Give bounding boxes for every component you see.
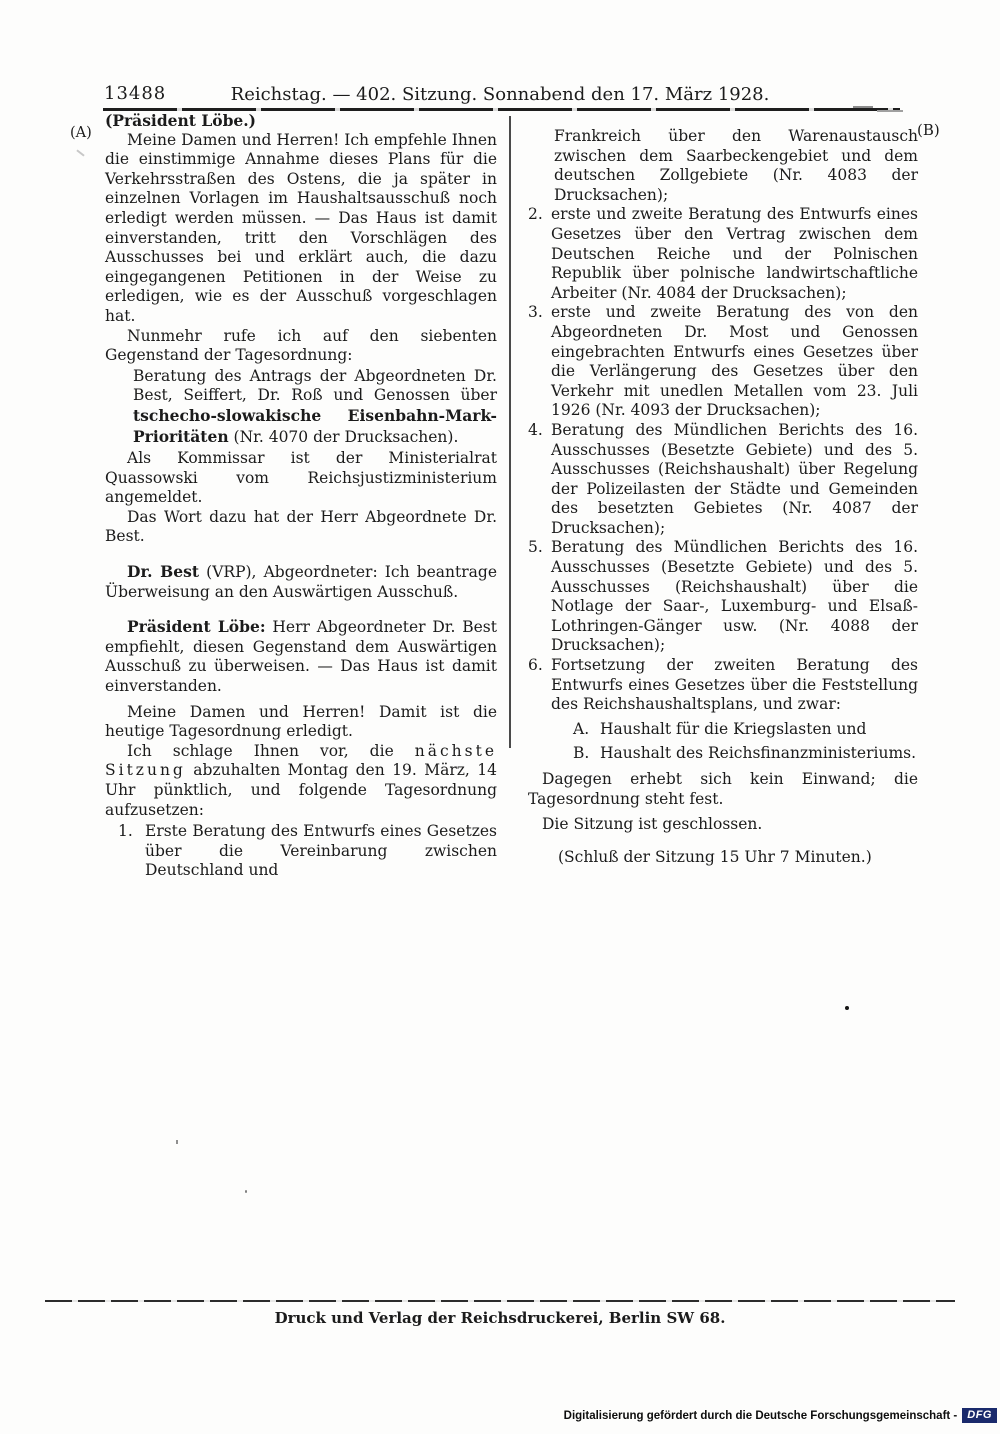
agenda-subitem [528, 720, 918, 740]
ink-speck [845, 1006, 849, 1010]
paragraph [105, 742, 497, 820]
imprint-line: Druck und Verlag der Reichsdruckerei, Berlin SW 68. [274, 1309, 726, 1327]
agenda-subitem [528, 744, 918, 764]
motion-pre: Beratung des Antrags der Abgeordneten Dr. Best, Seiffert, Dr. Roß und Genossen über [133, 366, 497, 405]
speech-paragraph [105, 562, 497, 602]
item-number: 3. [528, 303, 543, 322]
agenda-item [528, 303, 918, 421]
page-number: 13488 [104, 83, 167, 104]
session-close-note: (Schluß der Sitzung 15 Uhr 7 Minuten.) [558, 847, 872, 866]
item-number: 5. [528, 538, 543, 557]
speech-paragraph [105, 617, 497, 696]
paragraph: Das Wort dazu hat der Herr Abgeordnete Dr. Best. [105, 507, 497, 546]
item-text: erste und zweite Beratung des Entwurfs eines Gesetzes über den Vertrag zwischen dem Deutschen Reiche und der Polnischen Republik über polnische landwirtschaftliche Arbeiter (Nr. 4084 der Drucksachen); [551, 205, 918, 302]
motion-text [133, 367, 497, 447]
agenda-item [528, 421, 918, 539]
agenda-item [528, 538, 918, 656]
subitem-text: Haushalt des Reichsfinanzministeriums. [600, 744, 917, 763]
agenda-item [105, 822, 497, 881]
item-number: 4. [528, 420, 543, 439]
column-divider [509, 116, 511, 748]
column-marker-b: (B) [917, 121, 940, 139]
agenda-item [528, 656, 918, 715]
item-number: 1. [118, 822, 133, 841]
paragraph: Dagegen erhebt sich kein Einwand; die Tagesordnung steht fest. [528, 770, 918, 808]
footer-rule [45, 1300, 955, 1302]
ink-speck [176, 1140, 178, 1144]
item-text: Beratung des Mündlichen Berichts des 16. Ausschusses (Besetzte Gebiete) und des 5. Ausschusses (Reichshaushalt) über Regelung der Polizeilasten der Städte und Gemeinden des besetzten Gebietes (Nr. 4087 der Drucksachen); [551, 420, 918, 537]
motion-bold-title: tschecho-slowakische Eisenbahn-Mark-Prioritäten [133, 405, 497, 446]
header-title: Reichstag. — 402. Sitzung. Sonnabend den 17. März 1928. [230, 84, 770, 105]
paragraph: Als Kommissar ist der Ministerialrat Quassowski vom Reichsjustizministerium angemeldet. [105, 449, 497, 507]
emphasized-spaced-text: nächste Sitzung [105, 741, 497, 780]
column-marker-a: (A) [70, 125, 92, 141]
item-continuation: Frankreich über den Warenaustausch zwischen dem Saarbeckengebiet und dem deutschen Zollgebiete (Nr. 4083 der Drucksachen); [554, 127, 918, 204]
rule-fragment [853, 106, 873, 108]
subitem-text: Haushalt für die Kriegslasten und [600, 719, 867, 738]
digitization-credit [564, 1408, 997, 1423]
ink-speck [245, 1190, 247, 1193]
paragraph: Meine Damen und Herren! Damit ist die heutige Tagesordnung erledigt. [105, 702, 497, 741]
credit-text: Digitalisierung gefördert durch die Deutsche Forschungsgemeinschaft - [563, 1409, 958, 1422]
paragraph: Die Sitzung ist geschlossen. [542, 815, 763, 834]
item-number: 2. [528, 205, 543, 224]
agenda-item [528, 205, 918, 303]
motion-post: (Nr. 4070 der Drucksachen). [228, 427, 459, 446]
item-text: Erste Beratung des Entwurfs eines Gesetzes über die Vereinbarung zwischen Deutschland und [145, 822, 497, 880]
subitem-letter: B. [573, 744, 590, 763]
right-column [528, 127, 918, 867]
subitem-letter: A. [573, 719, 590, 738]
rule-fragment [877, 110, 903, 112]
ink-scratch [76, 149, 84, 156]
dfg-logo: DFG [962, 1408, 997, 1423]
item-text: Fortsetzung der zweiten Beratung des Entwurfs eines Gesetzes über die Feststellung des Reichshaushaltsplans, und zwar: [551, 656, 918, 714]
speech-text: (VRP), Abgeordneter: Ich beantrage Überweisung an den Auswärtigen Ausschuß. [105, 563, 497, 601]
paragraph: Meine Damen und Herren! Ich empfehle Ihnen die einstimmige Annahme dieses Plans für die Verkehrsstraßen des Ostens, die ja später in einzelnen Vorlagen im Haushaltsausschuß noch erledigt werden müssen. — Das Haus ist damit einverstanden, tritt den Vorschlägen des Ausschusses bei und erklärt auch, die dazu eingegangenen Petitionen in der Weise zu erledigen, wie es der Ausschuß vorgeschlagen hat. [105, 130, 497, 325]
speaker-heading: (Präsident Löbe.) [105, 111, 257, 130]
item-number: 6. [528, 656, 543, 675]
speaker-name: Dr. Best [127, 562, 200, 582]
left-column [105, 111, 497, 881]
text: Ich schlage Ihnen vor, die [127, 741, 415, 760]
speaker-name: Präsident Löbe: [127, 617, 266, 637]
speech-text: Herr Abgeordneter Dr. Best empfiehlt, diesen Gegenstand dem Auswärtigen Ausschuß zu überweisen. — Das Haus ist damit einverstanden. [105, 618, 497, 696]
item-text: erste und zweite Beratung des von den Abgeordneten Dr. Most und Genossen eingebrachten Entwurfs eines Gesetzes über die Verlängerung des Gesetzes über den Verkehr mit unedlen Metallen vom 23. Juli 1926 (Nr. 4093 der Drucksachen); [551, 303, 918, 420]
text: abzuhalten Montag den 19. März, 14 Uhr pünktlich, und folgende Tagesordnung aufzusetzen: [105, 761, 497, 819]
item-text: Beratung des Mündlichen Berichts des 16. Ausschusses (Besetzte Gebiete) und des 5. Ausschusses (Reichshaushalt) über die Notlage der Saar-, Luxemburg- und Elsaß-Lothringen-Gänger usw. (Nr. 4088 der Drucksachen); [551, 538, 918, 655]
paragraph: Nunmehr rufe ich auf den siebenten Gegenstand der Tagesordnung: [105, 326, 497, 365]
